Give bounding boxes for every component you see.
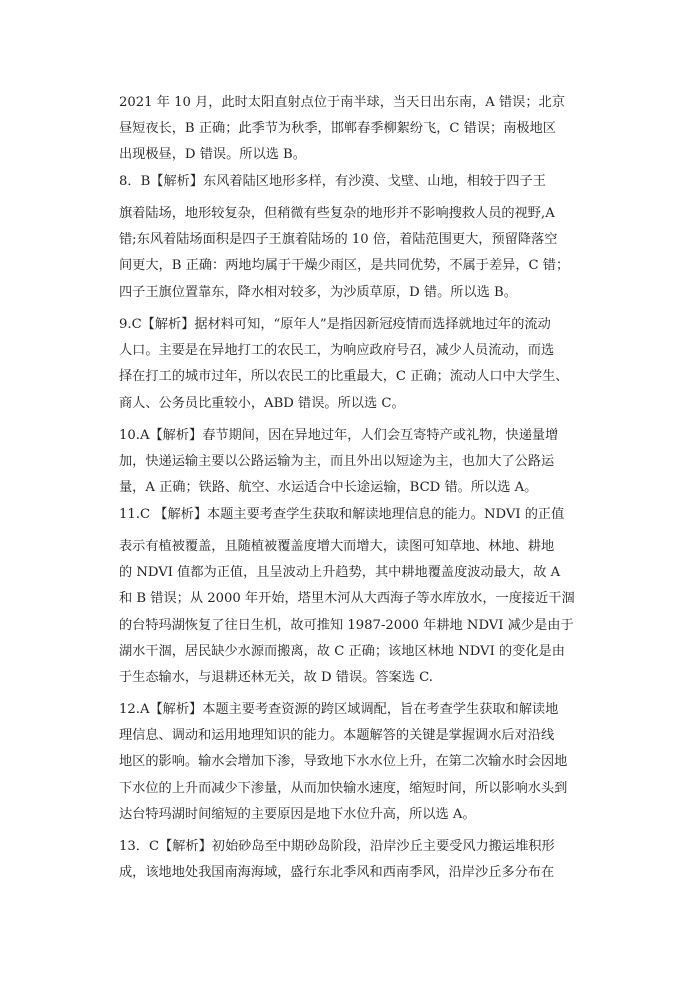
text-line: 量，A 正确；铁路、航空、水运适合中长途运输，BCD 错。所以选 A。 [119, 480, 538, 495]
text-line: 的台特玛湖恢复了往日生机，故可推知 1987-2000 年耕地 NDVI 减少是由于 [119, 618, 574, 633]
text-line: 错;东风着陆场面积是四子王旗着陆场的 10 倍，着陆范围更大，预留降落空 [119, 232, 558, 247]
text-line: 择在打工的城市过年，所以农民工的比重最大，C 正确；流动人口中大学生、 [119, 369, 569, 384]
text-line: 下水位的上升而减少下渗量，从而加快输水速度，缩短时间，所以影响水头到 [119, 781, 568, 796]
text-line: 11.C 【解析】本题主要考查学生获取和解读地理信息的能力。NDVI 的正值 [119, 507, 565, 522]
text-line: 四子王旗位置靠东，降水相对较多，为沙质草原，D 错。所以选 B。 [119, 285, 517, 300]
text-line: 和 B 错误；从 2000 年开始，塔里木河从大西海子等水库放水，一度接近干涸 [119, 591, 575, 606]
text-line: 昼短夜长，B 正确；此季节为秋季，邯郸春季柳絮纷飞，C 错误；南极地区 [119, 121, 556, 136]
text-line: 12.A【解析】本题主要考查资源的跨区域调配，旨在考查学生获取和解读地 [119, 702, 559, 717]
text-line: 理信息、调动和运用地理知识的能力。本题解答的关键是掌握调水后对沿线 [119, 728, 555, 743]
text-line: 的 NDVI 值都为正值，且呈波动上升趋势，其中耕地覆盖度波动最大，故 A [119, 565, 561, 580]
text-line: 人口。主要是在异地打工的农民工，为响应政府号召，减少人员流动，而选 [119, 343, 555, 358]
text-line: 表示有植被覆盖，且随植被覆盖度增大而增大，读图可知草地、林地、耕地 [119, 539, 555, 554]
text-line: 9.C【解析】据材料可知，“原年人”是指因新冠疫情而选择就地过年的流动 [119, 317, 551, 332]
text-line: 8．B【解析】东风着陆区地形多样，有沙漠、戈壁、山地，相较于四子王 [119, 174, 546, 189]
text-line: 成，该地地处我国南海海域，盛行东北季风和西南季风，沿岸沙丘多分布在 [119, 865, 555, 880]
text-line: 湖水干涸，居民缺少水源而搬离，故 C 正确；该地区林地 NDVI 的变化是由 [119, 644, 565, 659]
text-line: 商人、公务员比重较小，ABD 错误。所以选 C。 [119, 396, 405, 411]
text-line: 旗着陆场，地形较复杂，但稍微有些复杂的地形并不影响搜救人员的视野,A [119, 206, 555, 221]
text-line: 达台特玛湖时间缩短的主要原因是地下水位升高，所以选 A。 [119, 807, 476, 822]
text-line: 间更大，B 正确：两地均属于干燥少雨区，是共同优势，不属于差异，C 错； [119, 258, 570, 273]
text-line: 地区的影响。输水会增加下渗，导致地下水水位上升，在第二次输水时会因地 [119, 754, 568, 769]
text-line: 加，快递运输主要以公路运输为主，而且外出以短途为主，也加大了公路运 [119, 454, 555, 469]
text-line: 10.A【解析】春节期间，因在异地过年，人们会互寄特产或礼物，快递量增 [119, 428, 559, 443]
text-line: 2021 年 10 月，此时太阳直射点位于南半球，当天日出东南，A 错误；北京 [119, 95, 565, 110]
text-line: 于生态输水，与退耕还林无关，故 D 错误。答案选 C. [119, 670, 433, 685]
text-line: 13．C【解析】初始砂岛至中期砂岛阶段，沿岸沙丘主要受风力搬运堆积形 [119, 839, 555, 854]
text-line: 出现极昼，D 错误。所以选 B。 [119, 147, 306, 162]
